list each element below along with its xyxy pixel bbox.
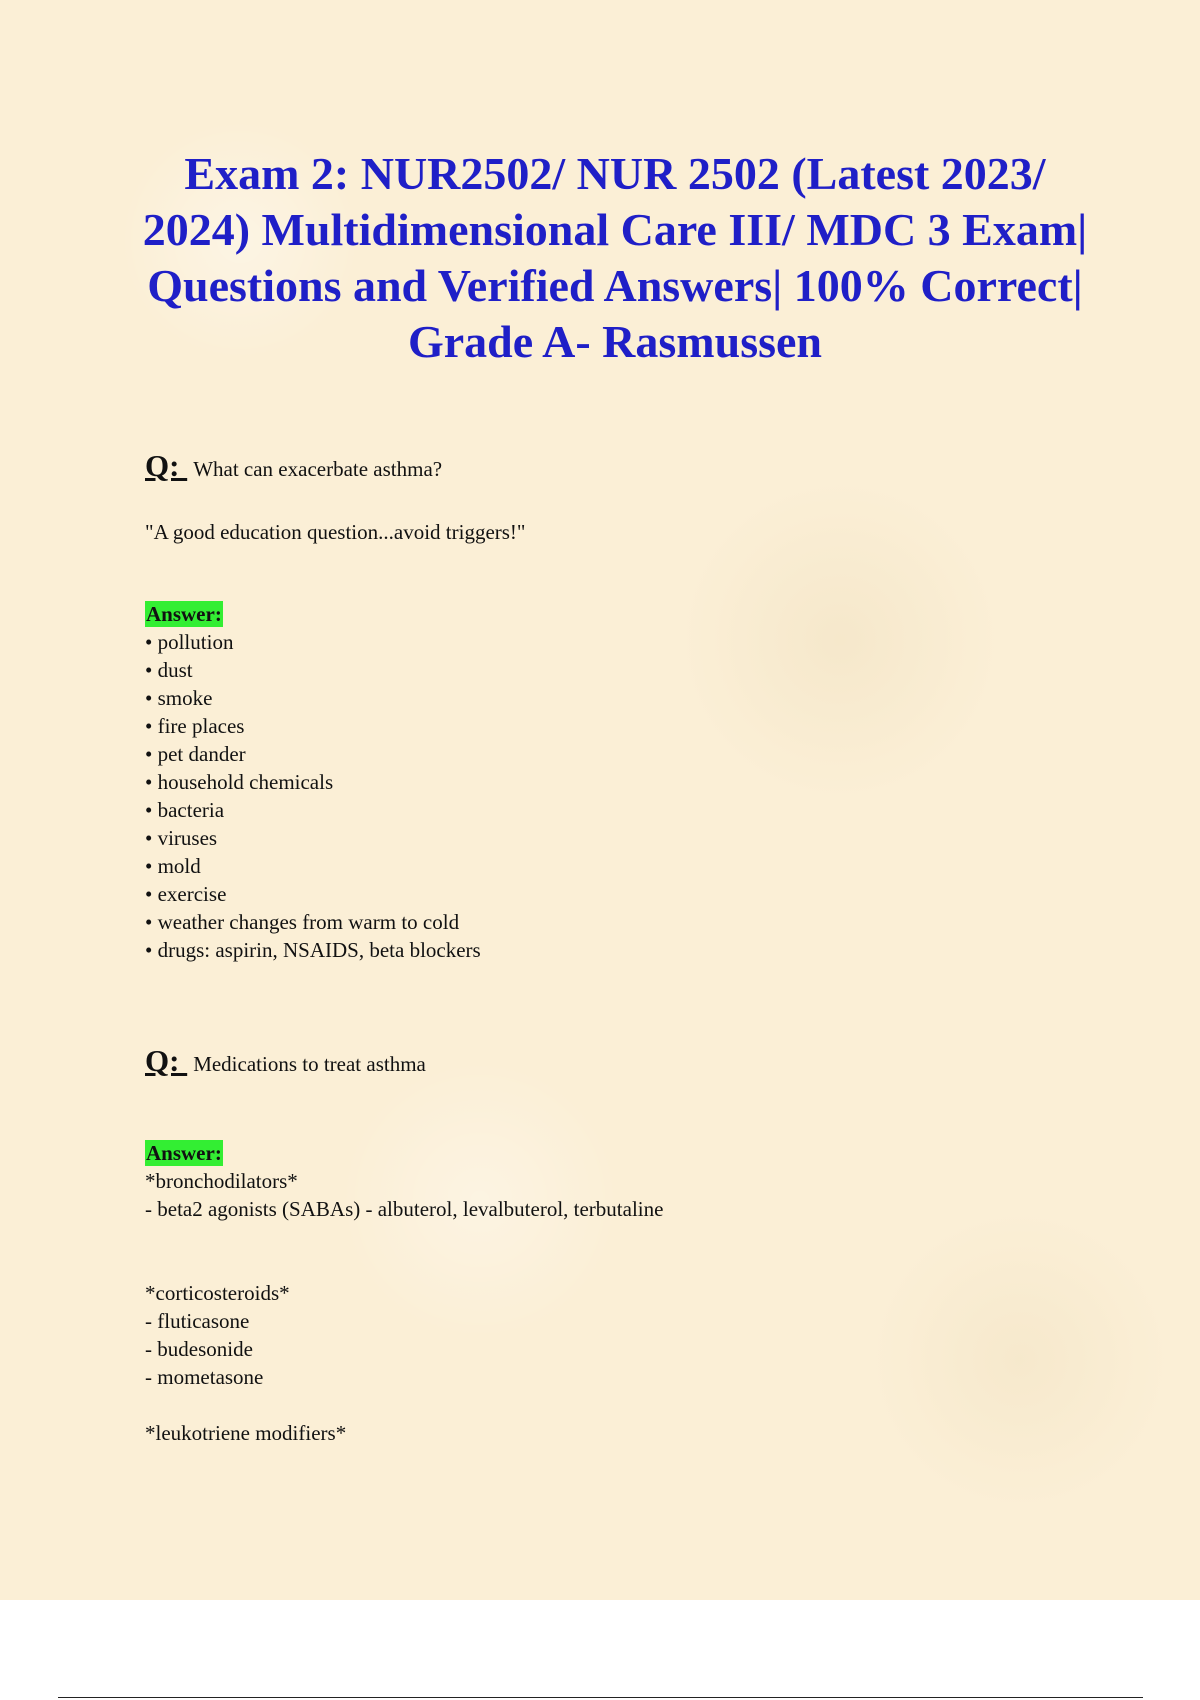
list-item: • dust [145,658,193,682]
question-2 [145,1043,426,1078]
question-2-text: Medications to treat asthma [193,1052,426,1076]
answer-label: Answer: [146,602,222,626]
document-title: Exam 2: NUR2502/ NUR 2502 (Latest 2023/ 2024) Multidimensional Care III/ MDC 3 Exam| Questions and Verified Answers| 100% Correct| Grade A- Rasmussen [142,148,1088,367]
list-item: • drugs: aspirin, NSAIDS, beta blockers [145,938,481,962]
answer-2-group-3 [145,1419,346,1447]
list-item: • pollution [145,630,234,654]
list-item: *leukotriene modifiers* [145,1421,347,1445]
answer-2-part-2 [145,1279,290,1391]
list-item: - fluticasone [145,1309,250,1333]
list-item: • bacteria [145,798,225,822]
question-1-line [145,448,443,483]
list-item: - mometasone [145,1365,264,1389]
list-item: • viruses [145,826,218,850]
question-marker: Q: [145,1043,188,1078]
list-item: • mold [145,854,201,878]
question-1 [145,448,443,483]
list-item: • exercise [145,882,227,906]
answer-2 [145,1139,663,1223]
question-1-note: "A good education question...avoid triggers!" [145,520,526,544]
answer-2-group-1 [145,1167,663,1223]
list-item: • smoke [145,686,213,710]
list-item: *corticosteroids* [145,1281,290,1305]
answer-1 [145,600,481,964]
list-item: • household chemicals [145,770,334,794]
answer-2-group-2 [145,1279,290,1391]
list-item: - budesonide [145,1337,253,1361]
question-2-line [145,1043,426,1078]
footer-divider [58,1697,1143,1698]
question-1-text: What can exacerbate asthma? [193,457,443,481]
list-item: • pet dander [145,742,246,766]
answer-1-list [145,628,481,964]
answer-label: Answer: [146,1141,222,1165]
question-marker: Q: [145,448,188,483]
list-item: *bronchodilators* [145,1169,298,1193]
list-item: • weather changes from warm to cold [145,910,460,934]
answer-2-part-3 [145,1419,346,1447]
list-item: • fire places [145,714,245,738]
list-item: - beta2 agonists (SABAs) - albuterol, levalbuterol, terbutaline [145,1197,664,1221]
